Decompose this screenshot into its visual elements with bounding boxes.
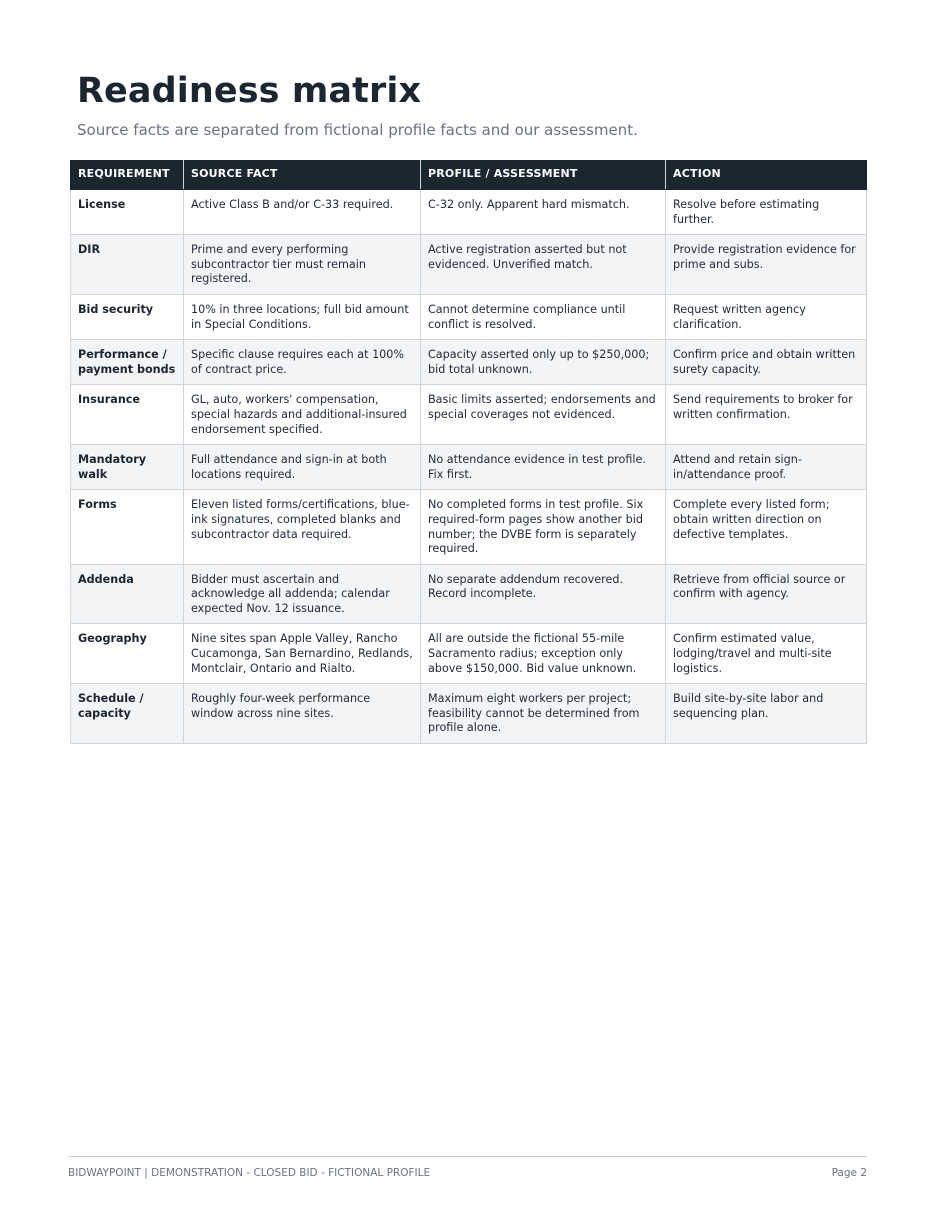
column-header-assessment: PROFILE / ASSESSMENT xyxy=(421,161,666,190)
table-row xyxy=(71,564,867,624)
assessment-cell: Maximum eight workers per project; feasibility cannot be determined from profile alone. xyxy=(421,684,666,744)
action-cell: Request written agency clarification. xyxy=(666,294,867,339)
assessment-cell: No completed forms in test profile. Six required-form pages show another bid number; the DVBE form is separately required. xyxy=(421,490,666,564)
table-row xyxy=(71,235,867,295)
requirement-cell: Insurance xyxy=(71,385,184,445)
table-row xyxy=(71,385,867,445)
action-cell: Attend and retain sign-in/attendance proof. xyxy=(666,445,867,490)
table-header-row xyxy=(71,161,867,190)
source-fact-cell: Roughly four-week performance window across nine sites. xyxy=(184,684,421,744)
footer-document-label: BIDWAYPOINT | DEMONSTRATION - CLOSED BID - FICTIONAL PROFILE xyxy=(68,1167,431,1179)
column-header-action: ACTION xyxy=(666,161,867,190)
requirement-cell: Bid security xyxy=(71,294,184,339)
source-fact-cell: Eleven listed forms/certifications, blue-ink signatures, completed blanks and subcontractor data required. xyxy=(184,490,421,564)
assessment-cell: C-32 only. Apparent hard mismatch. xyxy=(421,190,666,235)
table-row xyxy=(71,190,867,235)
requirement-cell: Schedule / capacity xyxy=(71,684,184,744)
source-fact-cell: Full attendance and sign-in at both locations required. xyxy=(184,445,421,490)
assessment-cell: All are outside the fictional 55-mile Sacramento radius; exception only above $150,000. Bid value unknown. xyxy=(421,624,666,684)
source-fact-cell: Specific clause requires each at 100% of contract price. xyxy=(184,340,421,385)
source-fact-cell: Prime and every performing subcontractor tier must remain registered. xyxy=(184,235,421,295)
action-cell: Build site-by-site labor and sequencing plan. xyxy=(666,684,867,744)
action-cell: Retrieve from official source or confirm with agency. xyxy=(666,564,867,624)
requirement-cell: Mandatory walk xyxy=(71,445,184,490)
assessment-cell: Cannot determine compliance until conflict is resolved. xyxy=(421,294,666,339)
footer-page-number: Page 2 xyxy=(831,1167,867,1179)
action-cell: Confirm price and obtain written surety capacity. xyxy=(666,340,867,385)
source-fact-cell: Bidder must ascertain and acknowledge all addenda; calendar expected Nov. 12 issuance. xyxy=(184,564,421,624)
source-fact-cell: Active Class B and/or C-33 required. xyxy=(184,190,421,235)
source-fact-cell: 10% in three locations; full bid amount in Special Conditions. xyxy=(184,294,421,339)
requirement-cell: Addenda xyxy=(71,564,184,624)
requirement-cell: Forms xyxy=(71,490,184,564)
requirement-cell: Geography xyxy=(71,624,184,684)
table-row xyxy=(71,624,867,684)
source-fact-cell: GL, auto, workers' compensation, special hazards and additional-insured endorsement specified. xyxy=(184,385,421,445)
assessment-cell: Active registration asserted but not evidenced. Unverified match. xyxy=(421,235,666,295)
action-cell: Send requirements to broker for written confirmation. xyxy=(666,385,867,445)
requirement-cell: Performance / payment bonds xyxy=(71,340,184,385)
readiness-matrix-table xyxy=(70,160,867,744)
action-cell: Complete every listed form; obtain written direction on defective templates. xyxy=(666,490,867,564)
assessment-cell: No attendance evidence in test profile. Fix first. xyxy=(421,445,666,490)
action-cell: Provide registration evidence for prime and subs. xyxy=(666,235,867,295)
page-subtitle: Source facts are separated from fictional profile facts and our assessment. xyxy=(77,121,638,139)
column-header-source-fact: SOURCE FACT xyxy=(184,161,421,190)
table-row xyxy=(71,294,867,339)
assessment-cell: Basic limits asserted; endorsements and special coverages not evidenced. xyxy=(421,385,666,445)
action-cell: Resolve before estimating further. xyxy=(666,190,867,235)
table-row xyxy=(71,445,867,490)
assessment-cell: Capacity asserted only up to $250,000; bid total unknown. xyxy=(421,340,666,385)
page-title: Readiness matrix xyxy=(77,71,422,111)
table-row xyxy=(71,684,867,744)
column-header-requirement: REQUIREMENT xyxy=(71,161,184,190)
footer-divider xyxy=(68,1156,867,1157)
table-row xyxy=(71,490,867,564)
requirement-cell: DIR xyxy=(71,235,184,295)
source-fact-cell: Nine sites span Apple Valley, Rancho Cucamonga, San Bernardino, Redlands, Montclair, Ontario and Rialto. xyxy=(184,624,421,684)
table-row xyxy=(71,340,867,385)
assessment-cell: No separate addendum recovered. Record incomplete. xyxy=(421,564,666,624)
requirement-cell: License xyxy=(71,190,184,235)
action-cell: Confirm estimated value, lodging/travel and multi-site logistics. xyxy=(666,624,867,684)
